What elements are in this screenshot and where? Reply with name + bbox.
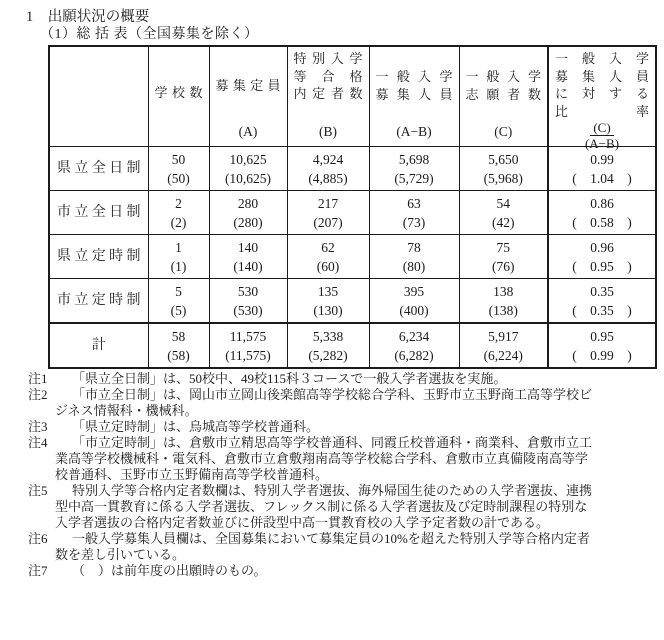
cell-applicants: 54 (42) — [459, 191, 548, 235]
table-row-prefectural-fulltime — [49, 147, 656, 191]
cell-special: 217 (207) — [287, 191, 369, 235]
row-label: 市 立 定 時 制 — [49, 279, 148, 324]
cell-quota: 5,698 (5,729) — [369, 147, 459, 191]
cell-quota: 395 (400) — [369, 279, 459, 324]
note-item-6 — [28, 531, 650, 563]
notes-list — [28, 371, 650, 579]
note-item-7 — [28, 563, 650, 579]
cell-ratio: 0.95 ( 0.99 ) — [548, 323, 656, 368]
note-item-3 — [28, 419, 650, 435]
table-row-municipal-parttime — [49, 279, 656, 324]
page-title: 1 出願状況の概要 — [26, 9, 150, 25]
note-item-2 — [28, 387, 650, 419]
cell-applicants: 75 (76) — [459, 235, 548, 279]
col-header-special — [287, 46, 369, 147]
note-text: 一般入学募集人員欄は、全国募集において募集定員の10%を超えた特別入学等合格内定者 数を差し引いている。 — [55, 531, 590, 562]
cell-schools: 2 (2) — [148, 191, 209, 235]
col-header-quota-line2: 募 集 人 員 — [375, 86, 453, 102]
cell-schools: 58 (58) — [148, 323, 209, 368]
cell-applicants: 138 (138) — [459, 279, 548, 324]
col-header-capacity-label: 募 集 定 員 — [215, 77, 281, 93]
cell-schools: 50 (50) — [148, 147, 209, 191]
cell-capacity: 280 (280) — [209, 191, 287, 235]
col-header-schools-label: 学 校 数 — [154, 85, 203, 101]
cell-ratio: 0.96 ( 0.95 ) — [548, 235, 656, 279]
note-item-4 — [28, 435, 650, 483]
note-label: 注4 — [28, 435, 48, 450]
col-header-capacity — [209, 46, 287, 147]
cell-applicants: 5,650 (5,968) — [459, 147, 548, 191]
corner-cell — [49, 46, 148, 147]
note-text: 「市立全日制」は、岡山市立岡山後楽館高等学校総合学科、玉野市立玉野商工高等学校ビ ジネス情報科・機械科。 — [55, 387, 593, 418]
row-label: 県 立 定 時 制 — [49, 235, 148, 279]
table-row-total — [49, 323, 656, 368]
col-header-quota-line1: 一 般 入 学 — [375, 69, 453, 84]
ratio-fraction-numerator: (C) — [590, 120, 613, 136]
row-label-total: 計 — [49, 323, 148, 368]
cell-special: 62 (60) — [287, 235, 369, 279]
cell-capacity: 140 (140) — [209, 235, 287, 279]
note-label: 注5 — [28, 483, 48, 498]
col-header-ratio — [548, 46, 656, 151]
note-text: （ ）は前年度の出願時のもの。 — [72, 563, 267, 578]
note-text: 「市立定時制」は、倉敷市立精思高等学校普通科、同霞丘校普通科・商業科、倉敷市立工 業高等学校機械科・電気科、倉敷市立倉敷翔南高等学校総合学科、倉敷市立真備陵南高等学 校普通科、玉野市立玉野備南高等学校普通科。 — [55, 435, 593, 482]
col-header-schools — [148, 46, 209, 147]
note-item-1 — [28, 371, 650, 387]
col-header-ratio-line4: 比 率 — [555, 103, 649, 119]
cell-quota: 6,234 (6,282) — [369, 323, 459, 368]
col-header-quota-symbol: (A−B) — [396, 124, 432, 139]
note-text: 「県立定時制」は、烏城高等学校普通科。 — [72, 419, 320, 434]
col-header-schools-sub — [149, 139, 209, 146]
ratio-fraction-denominator: (A−B) — [584, 136, 620, 151]
cell-capacity: 10,625 (10,625) — [209, 147, 287, 191]
note-label: 注2 — [28, 387, 48, 402]
col-header-ratio-line3: に 対 す る — [555, 86, 649, 101]
cell-capacity: 11,575 (11,575) — [209, 323, 287, 368]
cell-ratio: 0.86 ( 0.58 ) — [548, 191, 656, 235]
col-header-quota — [369, 46, 459, 147]
note-item-5 — [28, 483, 650, 531]
note-label: 注1 — [28, 371, 48, 386]
col-header-special-symbol: (B) — [319, 124, 337, 139]
cell-ratio: 0.99 ( 1.04 ) — [548, 147, 656, 191]
col-header-applicants — [459, 46, 548, 147]
note-label: 注7 — [28, 563, 48, 578]
cell-schools: 5 (5) — [148, 279, 209, 324]
row-label: 市 立 全 日 制 — [49, 191, 148, 235]
cell-applicants: 5,917 (6,224) — [459, 323, 548, 368]
summary-table — [48, 45, 657, 369]
cell-special: 4,924 (4,885) — [287, 147, 369, 191]
cell-quota: 63 (73) — [369, 191, 459, 235]
page-subtitle: （1）総 括 表（全国募集を除く） — [40, 27, 259, 42]
header-row — [49, 46, 656, 147]
table-row-municipal-fulltime — [49, 191, 656, 235]
col-header-capacity-symbol: (A) — [238, 124, 258, 139]
col-header-applicants-line1: 一 般 入 学 — [465, 69, 541, 84]
note-label: 注3 — [28, 419, 48, 434]
cell-special: 5,338 (5,282) — [287, 323, 369, 368]
table-row-prefectural-parttime — [49, 235, 656, 279]
row-label: 県 立 全 日 制 — [49, 147, 148, 191]
col-header-ratio-line2: 募 集 人 員 — [555, 68, 649, 84]
cell-capacity: 530 (530) — [209, 279, 287, 324]
col-header-special-line3: 内 定 者 数 — [293, 86, 363, 101]
col-header-applicants-symbol: (C) — [494, 124, 513, 139]
note-text: 特別入学等合格内定者数欄は、特別入学者選抜、海外帰国生徒のための入学者選抜、連携 型中高一貫教育に係る入学者選抜、フレックス制に係る入学者選抜及び定時制課程の特別な 入学者選抜の合格内定者数並びに併設型中高一貫教育校の入学予定者数の計である。 — [55, 483, 593, 530]
col-header-ratio-line1: 一 般 入 学 — [555, 51, 649, 66]
col-header-applicants-line2: 志 願 者 数 — [465, 86, 541, 102]
cell-special: 135 (130) — [287, 279, 369, 324]
note-text: 「県立全日制」は、50校中、49校115科３コースで一般入学者選抜を実施。 — [72, 371, 507, 386]
note-label: 注6 — [28, 531, 48, 546]
cell-schools: 1 (1) — [148, 235, 209, 279]
cell-quota: 78 (80) — [369, 235, 459, 279]
col-header-special-line1: 特 別 入 学 — [293, 51, 363, 66]
cell-ratio: 0.35 ( 0.35 ) — [548, 279, 656, 324]
col-header-special-line2: 等 合 格 — [293, 68, 363, 84]
